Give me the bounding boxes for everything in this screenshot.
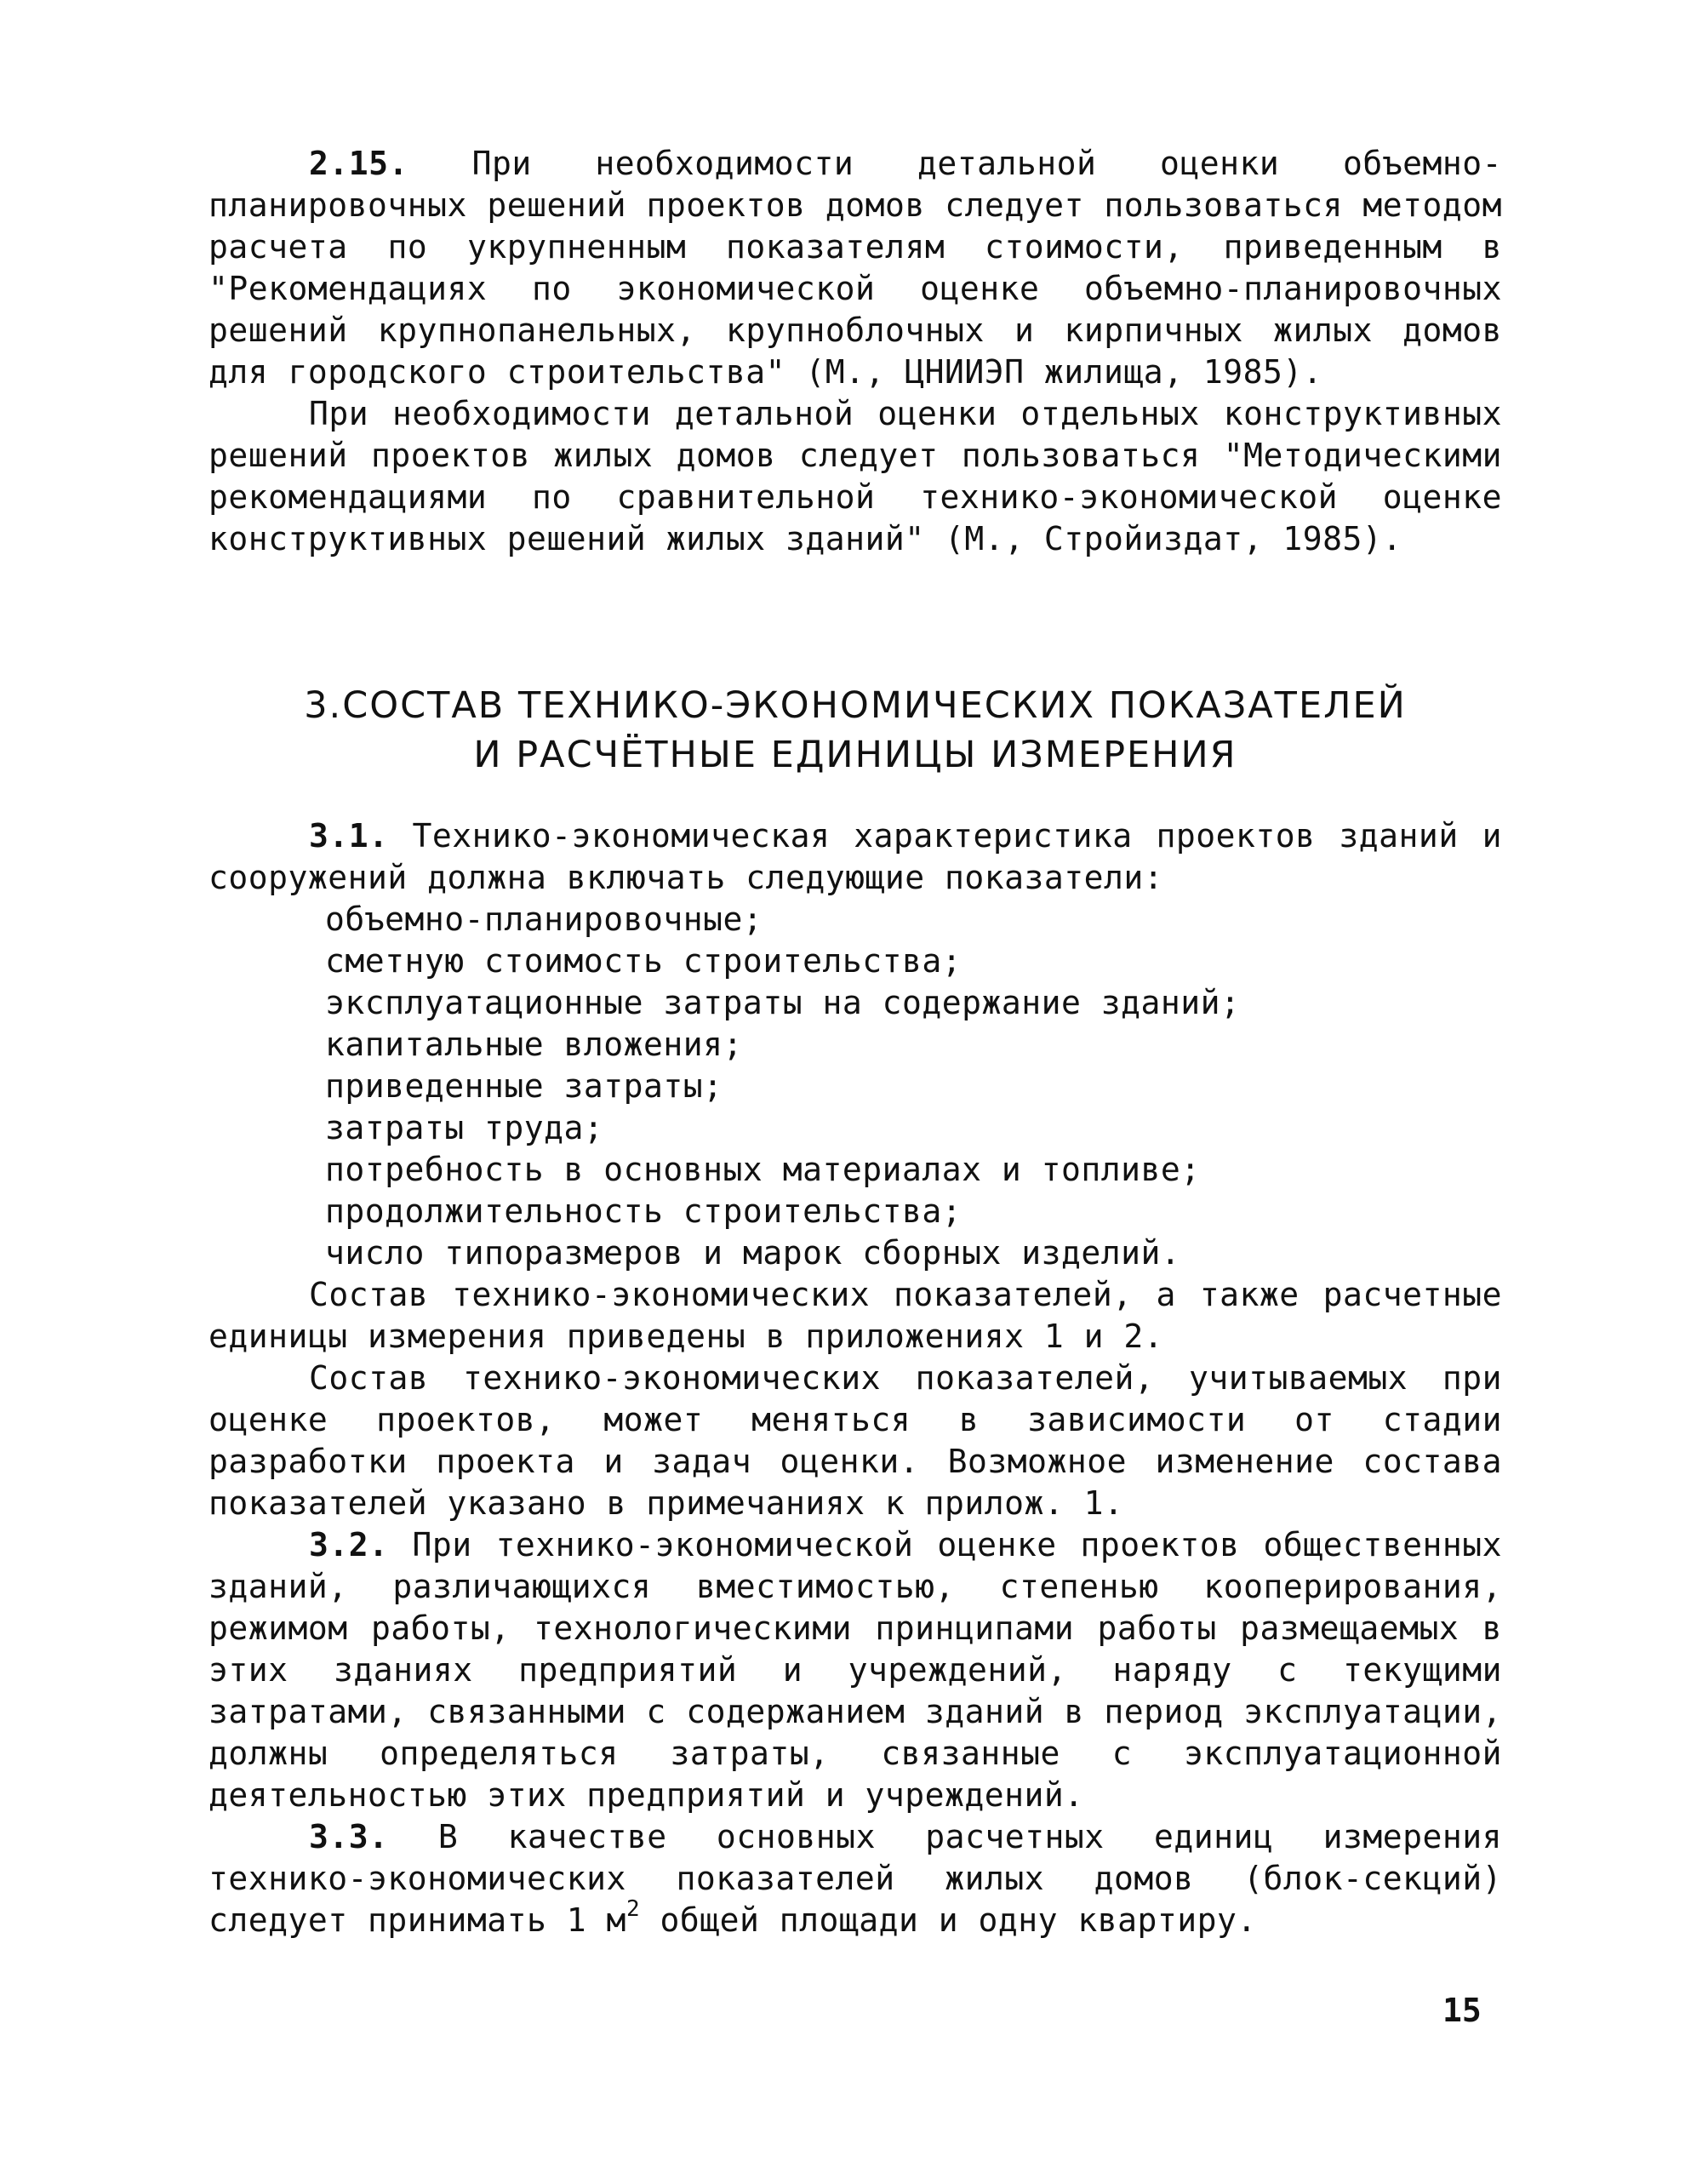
list-item: объемно-планировочные;: [325, 900, 763, 938]
paragraph-text: Состав технико-экономических показателей, учитываемых при оценке проектов, может меняться в зависимости от стадии разработки проекта и задач оценки. Возможное изменение состава показателей указано в примечаниях к прилож. 1.: [209, 1359, 1502, 1522]
section-2-block: [209, 143, 1502, 560]
list-item: капитальные вложения;: [325, 1026, 743, 1063]
page-number: 15: [1442, 1992, 1482, 2029]
paragraph-3-2: [209, 1524, 1502, 1816]
paragraph-text: При технико-экономической оценке проектов общественных зданий, различающихся вместимостью, степенью кооперирования, режимом работы, технологическими принципами работы размещаемых в этих зданиях предприятий и учреждений, наряду с текущими затратами, связанными с содержанием зданий в период эксплуатации, должны определяться затраты, связанные с эксплуатационной деятельностью этих предприятий и учреждений.: [209, 1526, 1502, 1814]
paragraph-text: При необходимости детальной оценки объемно-планировочных решений проектов домов следует пользоваться методом расчета по укрупненным показателям стоимости, приведенным в "Рекомендациях по экономической оценке объемно-планировочных решений крупнопанельных, крупноблочных и кирпичных жилых домов для городского строительства" (М., ЦНИИЭП жилища, 1985).: [209, 145, 1502, 391]
heading-line-1: 3.СОСТАВ ТЕХНИКО-ЭКОНОМИЧЕСКИХ ПОКАЗАТЕЛЕЙ: [304, 684, 1407, 727]
list-item: продолжительность строительства;: [325, 1192, 963, 1230]
list-item: затраты труда;: [325, 1109, 604, 1146]
list-item: приведенные затраты;: [325, 1067, 723, 1105]
paragraph-text: общей площади и одну квартиру.: [640, 1901, 1257, 1939]
list-item: сметную стоимость строительства;: [325, 942, 963, 980]
paragraph-3-1: [209, 815, 1502, 899]
list-item: эксплуатационные затраты на содержание зданий;: [325, 984, 1241, 1021]
heading-line-2: И РАСЧЁТНЫЕ ЕДИНИЦЫ ИЗМЕРЕНИЯ: [473, 734, 1237, 776]
paragraph-text: В качестве основных расчетных единиц измерения технико-экономических показателей жилых домов (блок-секций) следует принимать 1 м: [209, 1818, 1502, 1939]
section-3-block: [209, 815, 1502, 1941]
list-item: число типоразмеров и марок сборных изделий.: [325, 1234, 1181, 1272]
section-3-heading: [209, 681, 1502, 780]
paragraph-composition-change: [209, 1358, 1502, 1524]
indicator-list: [209, 899, 1502, 1274]
paragraph-number: 3.2.: [309, 1526, 389, 1564]
paragraph-3-3: [209, 1816, 1502, 1941]
paragraph-number: 3.1.: [309, 817, 389, 855]
paragraph-text: Состав технико-экономических показателей, а также расчетные единицы измерения приведены в приложениях 1 и 2.: [209, 1276, 1502, 1355]
paragraph-number: 2.15.: [309, 145, 408, 182]
list-item: потребность в основных материалах и топливе;: [325, 1151, 1201, 1188]
paragraph-composition: [209, 1274, 1502, 1358]
paragraph-text: При необходимости детальной оценки отдельных конструктивных решений проектов жилых домов следует пользоваться "Методическими рекомендациями по сравнительной технико-экономической оценке конструктивных решений жилых зданий" (М., Стройиздат, 1985).: [209, 395, 1502, 557]
paragraph-2-15-continued: [209, 393, 1502, 560]
superscript: 2: [626, 1896, 641, 1922]
paragraph-text: Технико-экономическая характеристика проектов зданий и сооружений должна включать следующие показатели:: [209, 817, 1502, 896]
paragraph-2-15: [209, 143, 1502, 393]
paragraph-number: 3.3.: [309, 1818, 389, 1855]
